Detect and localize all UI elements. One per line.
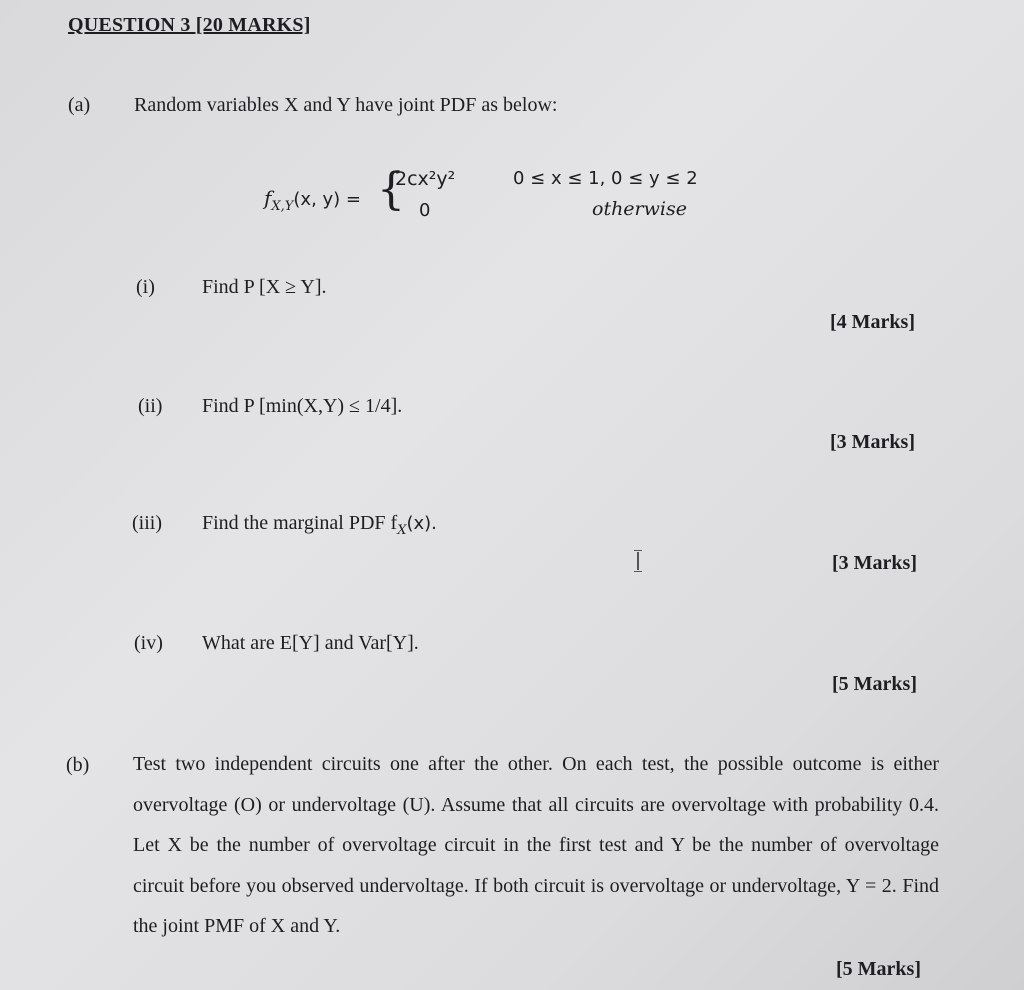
question-iii-marks: [3 Marks] [832, 552, 917, 574]
question-iii-text [202, 512, 437, 538]
question-i-marks: [4 Marks] [830, 311, 915, 333]
question-iii-args: (x). [406, 513, 437, 534]
question-ii-marks: [3 Marks] [830, 431, 915, 453]
pdf-case2-condition: otherwise [592, 198, 687, 220]
pdf-subscript: X,Y [271, 199, 294, 214]
question-i-text: Find P [X ≥ Y]. [202, 276, 327, 298]
question-iv-marks: [5 Marks] [832, 673, 917, 695]
part-a-intro: Random variables X and Y have joint PDF as below: [134, 94, 558, 116]
text-cursor-icon [633, 550, 643, 572]
question-iii-subscript: X [397, 523, 407, 538]
pdf-case2-expression: 0 [419, 200, 431, 221]
pdf-arguments: (x, y) = [293, 189, 361, 210]
part-b-marks: [5 Marks] [836, 958, 921, 980]
pdf-lhs [264, 186, 361, 214]
pdf-case1-expression: 2cx²y² [395, 168, 456, 190]
pdf-function-name: f [264, 186, 272, 210]
pdf-case1-condition: 0 ≤ x ≤ 1, 0 ≤ y ≤ 2 [513, 168, 698, 189]
question-iii-label: (iii) [132, 512, 162, 534]
question-heading: QUESTION 3 [20 MARKS] [68, 14, 311, 36]
pdf-brace: { [377, 164, 405, 215]
question-i-label: (i) [136, 276, 155, 298]
question-iii-text-main: Find the marginal PDF f [202, 512, 398, 534]
question-iv-label: (iv) [134, 632, 163, 654]
question-ii-label: (ii) [138, 395, 163, 417]
question-ii-text: Find P [min(X,Y) ≤ 1/4]. [202, 395, 403, 417]
part-a-label: (a) [68, 94, 91, 116]
part-b-label: (b) [66, 754, 90, 776]
part-b-text: Test two independent circuits one after the other. On each test, the possible outcome is either overvoltage (O) or undervoltage (U). Assume that all circuits are overvoltage with probability 0.4. Let X be the number of overvoltage circuit in the first test and Y be the number of overvoltage circuit before you observed undervoltage. If both circuit is overvoltage or undervoltage, Y = 2. Find the joint PMF of X and Y. [133, 753, 939, 937]
question-iv-text: What are E[Y] and Var[Y]. [202, 632, 419, 654]
